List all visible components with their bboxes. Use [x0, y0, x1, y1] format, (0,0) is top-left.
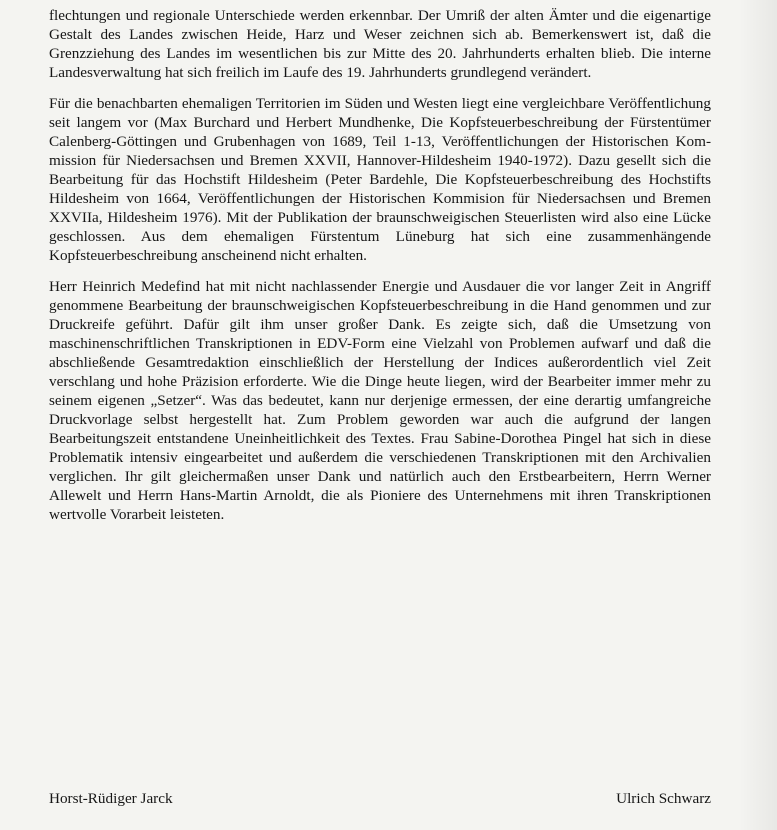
signature-right: Ulrich Schwarz — [616, 790, 711, 807]
paragraph-related-publications: Für die benachbarten ehemaligen Territorien im Süden und Westen liegt eine vergleichbare Veröffentlichung seit langem vor (Max Burchard und Herbert Mundhenke, Die Kopfsteuerbeschreibung der Fürstentümer Calenberg-Göttingen und Grubenhagen von 1689, Teil 1-13, Veröffentlichungen der Historischen Kommission für Niedersachsen und Bremen XXVII, Hannover-Hildesheim 1940-1972). Dazu gesellt sich die Bearbeitung für das Hochstift Hildesheim (Peter Bardehle, Die Kopfsteuerbeschreibung des Hochstifts Hildesheim von 1664, Veröffentlichungen der Historischen Kommision für Niedersachsen und Bremen XXVIIa, Hildesheim 1976). Mit der Publikation der braunschweigischen Steuerlisten wird also eine Lücke geschlossen. Aus dem ehemaligen Fürstentum Lüneburg hat sich eine zusammenhängende Kopfsteuerbeschreibung anscheinend nicht erhalten. — [49, 95, 711, 264]
paragraph-territory-boundaries: flechtungen und regionale Unterschiede werden erkennbar. Der Umriß der alten Ämter und die eigenartige Gestalt des Landes zwischen Heide, Harz und Weser zeichnen sich ab. Bemerkenswert ist, daß die Grenzziehung des Landes im wesentlichen bis zur Mitte des 20. Jahrhunderts erhalten blieb. Die interne Landesverwaltung hat sich freilich im Laufe des 19. Jahrhunderts grundlegend verändert. — [49, 7, 711, 81]
signature-left: Horst-Rüdiger Jarck — [49, 790, 173, 807]
page-edge-shadow — [739, 0, 777, 830]
signature-row — [49, 789, 711, 808]
paragraph-acknowledgements: Herr Heinrich Medefind hat mit nicht nachlassender Energie und Ausdauer die vor langer Zeit in Angriff genommene Bearbeitung der braunschweigischen Kopfsteuerbeschreibung in die Hand genommen und zur Druckreife geführt. Dafür gilt ihm unser großer Dank. Es zeigte sich, daß die Umsetzung von maschinenschriftlichen Transkriptionen in EDV-Form eine Vielzahl von Problemen aufwarf und daß die abschließende Gesamtredaktion einschließlich der Herstellung der Indices außerordentlich viel Zeit verschlang und hohe Präzision erforderte. Wie die Dinge heute liegen, wird der Bearbeiter immer mehr zu seinem eigenen „Setzer“. Was das bedeutet, kann nur derjenige ermessen, der eine derartig umfangreiche Druckvorlage selbst hergestellt hat. Zum Problem geworden war auch die aufgrund der langen Bearbeitungszeit entstandene Uneinheitlichkeit des Textes. Frau Sabine-Dorothea Pingel hat sich in diese Problematik intensiv eingearbeitet und außerdem die verschiedenen Transkriptionen mit den Archivalien verglichen. Ihr gilt gleichermaßen unser Dank und natürlich auch den Erstbearbeitern, Herrn Werner Allewelt und Herrn Hans-Martin Arnoldt, die als Pioniere des Unternehmens mit ihren Transkriptionen wertvolle Vorarbeit leisteten. — [49, 278, 711, 523]
body-text — [49, 6, 711, 536]
